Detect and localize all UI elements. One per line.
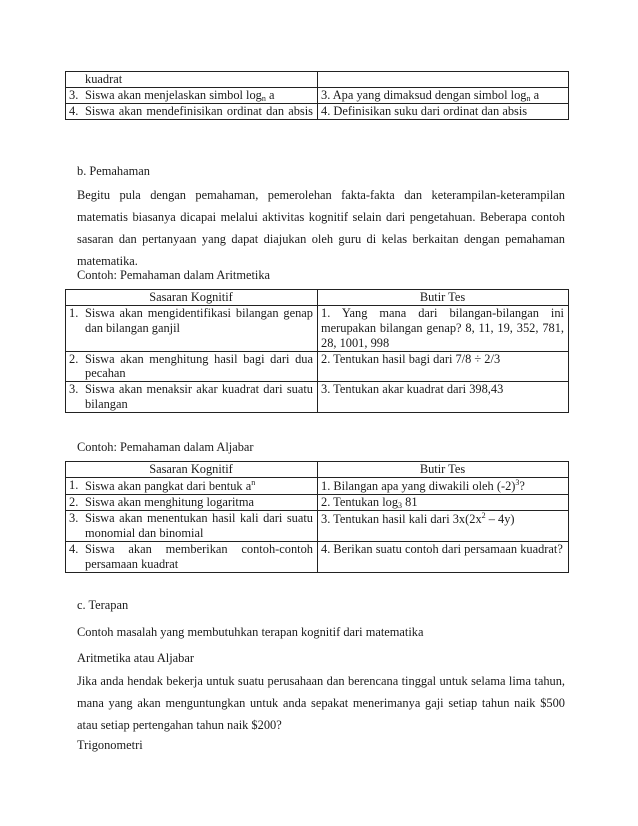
cell-left: Siswa akan menghitung logaritma [85, 494, 254, 509]
cell-right: 3. Tentukan hasil kali dari $3x(2x^2 - 4y)$ [318, 511, 569, 542]
section-c-line-3: Trigonometri [77, 738, 143, 752]
cell-left: Siswa akan menghitung hasil bagi dari dua pecahan [85, 351, 313, 381]
item-number: 2. [69, 351, 79, 366]
cell-left: Siswa akan menaksir akar kuadrat dari suatu bilangan [85, 382, 313, 412]
cell-left: Siswa akan memberikan contoh-contoh persamaan kuadrat [85, 542, 313, 571]
table-row [66, 72, 569, 88]
item-number: 1. [69, 477, 79, 492]
item-number: 3. [69, 382, 79, 397]
section-heading-c: c. Terapan [77, 598, 129, 612]
cell-left: Siswa akan menentukan hasil kali dari suatu monomial dan binomial [85, 511, 313, 541]
table-header-row [66, 290, 569, 306]
table-row [66, 511, 569, 542]
table-row [66, 477, 569, 494]
section-c-paragraph: Jika anda hendak bekerja untuk suatu perusahaan dan berencana tinggal untuk selama lima tahun, mana yang akan menguntungkan untuk anda sepakat menerimanya gaji setiap tahun naik $500 atau setiap pertengahan tahun naik $200? [77, 674, 565, 732]
cell-right: 4. Definisikan suku dari ordinat dan absis [318, 104, 569, 120]
cell-right: 2. Tentukan $\log_3 81$ [318, 494, 569, 511]
item-number: 4. [69, 542, 79, 557]
item-number: 3. [69, 87, 79, 102]
table-row [66, 351, 569, 382]
cell-left: Siswa akan mendefinisikan ordinat dan absis [85, 104, 313, 119]
column-header-test-item: Butir Tes [318, 290, 569, 306]
cell-left: Siswa akan mengidentifikasi bilangan genap dan bilangan ganjil [85, 305, 313, 335]
item-number: 2. [69, 494, 79, 509]
column-header-objective: Sasaran Kognitif [66, 462, 318, 478]
cell-left: kuadrat [85, 72, 123, 86]
table-row [66, 382, 569, 413]
cell-right [318, 72, 569, 88]
table-row [66, 542, 569, 573]
item-number: 3. [69, 511, 79, 526]
column-header-test-item: Butir Tes [318, 462, 569, 478]
table-algebra [65, 461, 569, 573]
table-row [66, 494, 569, 511]
item-number: 1. [69, 305, 79, 320]
example-title-arithmetic: Contoh: Pemahaman dalam Aritmetika [77, 268, 271, 282]
table-continued [65, 71, 569, 120]
cell-right: 3. Tentukan akar kuadrat dari 398,43 [318, 382, 569, 413]
cell-left: Siswa akan pangkat dari bentuk $a^n$ [85, 477, 256, 493]
cell-left: Siswa akan menjelaskan simbol $\log_n a$ [85, 87, 275, 103]
cell-right: 3. Apa yang dimaksud dengan simbol $\log_n a$ [318, 87, 569, 104]
table-header-row [66, 462, 569, 478]
column-header-objective: Sasaran Kognitif [66, 290, 318, 306]
table-row [66, 305, 569, 351]
cell-right: 1. Yang mana dari bilangan-bilangan ini merupakan bilangan genap? 8, 11, 19, 352, 781, 28, 1001, 998 [318, 305, 569, 351]
table-arithmetic [65, 289, 569, 413]
cell-right: 2. Tentukan hasil bagi dari 7/8 ÷ 2/3 [318, 351, 569, 382]
example-title-algebra: Contoh: Pemahaman dalam Aljabar [77, 440, 254, 454]
section-b-paragraph: Begitu pula dengan pemahaman, pemerolehan fakta-fakta dan keterampilan-keterampilan matematis biasanya dicapai melalui aktivitas kognitif selain dari pengetahuan. Beberapa contoh sasaran dan pertanyaan yang dapat diajukan oleh guru di kelas berkaitan dengan pemahaman matematika. [77, 188, 565, 268]
item-number: 4. [69, 104, 79, 119]
section-c-line-2: Aritmetika atau Aljabar [77, 651, 194, 665]
section-heading-b: b. Pemahaman [77, 164, 150, 178]
cell-right: 4. Berikan suatu contoh dari persamaan kuadrat? [318, 542, 569, 573]
section-c-line-1: Contoh masalah yang membutuhkan terapan kognitif dari matematika [77, 625, 424, 639]
table-row [66, 87, 569, 104]
cell-right: 1. Bilangan apa yang diwakili oleh $(-2)^3$? [318, 477, 569, 494]
table-row [66, 104, 569, 120]
